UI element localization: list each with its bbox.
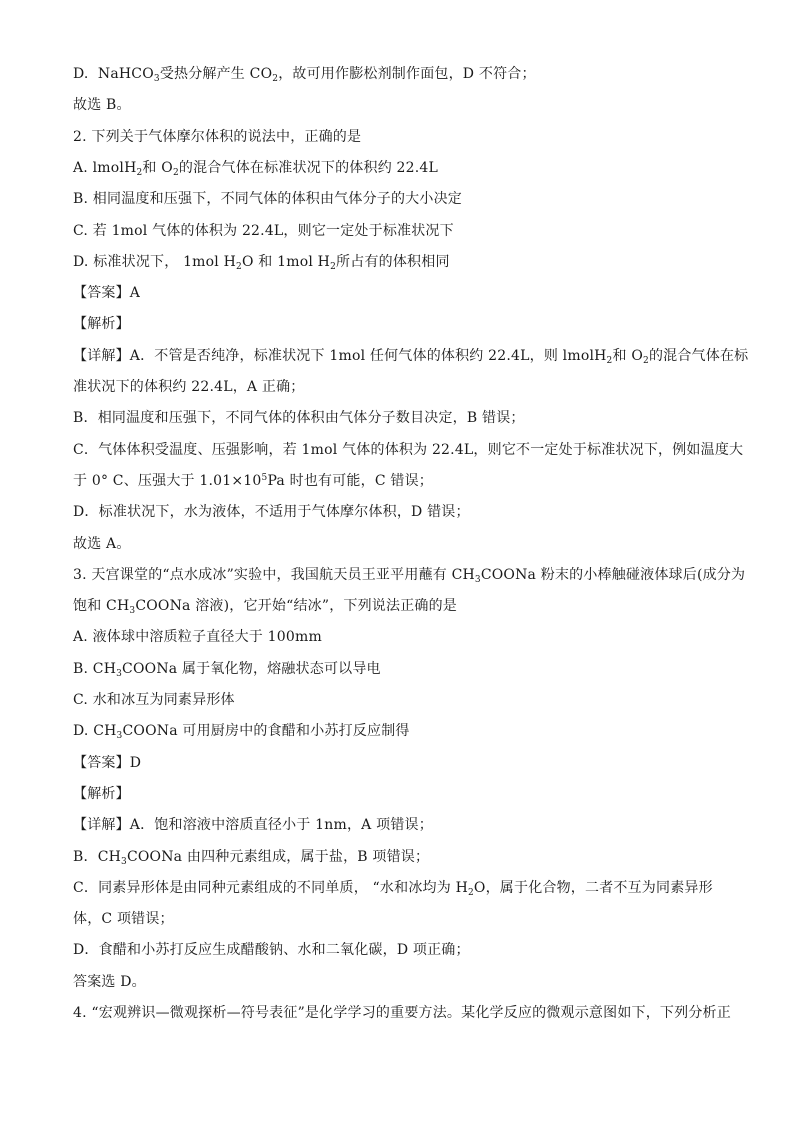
text-line [73, 377, 734, 397]
subscript: 2 [272, 74, 279, 84]
subscript: 3 [474, 575, 481, 585]
text-segment: 【解析】 [73, 316, 130, 332]
text-segment: 答案选 D。 [73, 974, 146, 990]
text-segment: A. lmolH [73, 160, 137, 176]
text-segment: COONa 由四种元素组成，属于盐，B 项错误； [126, 849, 430, 865]
subscript: 3 [121, 857, 127, 867]
text-segment: COONa 粉末的小棒触碰液体球后(成分为 [480, 567, 746, 583]
text-line [73, 596, 734, 616]
text-segment: C．同素异形体是由同种元素组成的不同单质， “水和冰均为 H [73, 880, 468, 896]
text-segment: 【解析】 [73, 786, 130, 802]
text-segment: B. 相同温度和压强下，不同气体的体积由气体分子的大小决定 [73, 191, 462, 207]
text-segment: 体，C 项错误； [73, 911, 174, 927]
text-segment: 于 0° C、压强大于 1.01×10 [73, 473, 262, 489]
text-line [73, 64, 734, 84]
text-segment: 【详解】A．饱和溶液中溶质直径小于 1nm，A 项错误； [73, 817, 433, 833]
text-segment: 【答案】D [73, 755, 142, 771]
text-segment: C．气体体积受温度、压强影响，若 1mol 气体的体积为 22.4L，则它不一定处于标准状况下，例如温度大 [73, 442, 744, 458]
text-segment: A. 液体球中溶质粒子直径大于 100mm [73, 629, 322, 645]
text-line [73, 753, 734, 773]
subscript: 2 [236, 262, 242, 272]
subscript: 2 [467, 888, 474, 898]
text-segment: 【答案】A [73, 285, 141, 301]
text-segment: ，故可用作膨松剂制作面包，D 不符合； [278, 66, 536, 82]
subscript: 3 [153, 74, 160, 84]
text-segment: D. 标准状况下， 1mol H [73, 254, 237, 270]
text-segment: B．相同温度和压强下，不同气体的体积由气体分子数目决定，B 错误； [73, 410, 525, 426]
text-segment: 和 O [612, 348, 644, 364]
subscript: 2 [643, 356, 649, 366]
text-segment: B．CH [73, 849, 122, 865]
text-line [73, 471, 734, 491]
text-segment: 所占有的体积相同 [336, 254, 450, 270]
text-segment: 准状况下的体积约 22.4L，A 正确； [73, 379, 305, 395]
text-line [73, 95, 734, 115]
text-segment: D. NaHCO [73, 66, 154, 82]
subscript: 3 [129, 606, 136, 616]
text-segment: 的混合气体在标 [648, 348, 749, 364]
text-line [73, 283, 734, 303]
text-line [73, 690, 734, 710]
text-segment: D．食醋和小苏打反应生成醋酸钠、水和二氧化碳，D 项正确； [73, 942, 470, 958]
text-segment: B. CH [73, 661, 117, 677]
subscript: 3 [116, 669, 123, 679]
text-line [73, 627, 734, 647]
text-line [73, 534, 734, 554]
text-line [73, 346, 749, 366]
subscript: 2 [172, 168, 179, 178]
subscript: 3 [116, 731, 123, 741]
text-line [73, 940, 734, 960]
text-segment: 故选 A。 [73, 536, 131, 552]
text-segment: O 和 1mol H [241, 254, 331, 270]
subscript: 2 [330, 262, 337, 272]
text-segment: O，属于化合物，二者不互为同素异形 [473, 880, 713, 896]
text-line [73, 847, 734, 867]
text-segment: D．标准状况下，水为液体，不适用于气体摩尔体积，D 错误； [73, 504, 470, 520]
subscript: 2 [606, 356, 613, 366]
text-line [73, 909, 734, 929]
text-line [73, 158, 734, 178]
superscript: 5 [261, 473, 268, 483]
text-segment: COONa 溶液)，它开始“结冰”，下列说法正确的是 [135, 598, 458, 614]
text-segment: 2. 下列关于气体摩尔体积的说法中，正确的是 [73, 129, 362, 145]
text-line [73, 408, 734, 428]
text-segment: 【详解】A．不管是否纯净，标准状况下 1mol 任何气体的体积约 22.4L，则 lmolH [73, 348, 607, 364]
text-line [73, 972, 734, 992]
subscript: 2 [136, 168, 143, 178]
text-line [73, 815, 734, 835]
text-segment: C. 水和冰互为同素异形体 [73, 692, 235, 708]
text-line [73, 314, 734, 334]
text-line [73, 784, 734, 804]
text-line [73, 1003, 734, 1023]
text-line [73, 659, 734, 679]
text-line [73, 565, 746, 585]
text-segment: 饱和 CH [73, 598, 130, 614]
text-line [73, 440, 744, 460]
text-line [73, 502, 734, 522]
text-segment: COONa 可用厨房中的食醋和小苏打反应制得 [122, 723, 410, 739]
text-segment: 3. 天宫课堂的“点水成冰”实验中，我国航天员王亚平用蘸有 CH [73, 567, 475, 583]
text-segment: 和 O [142, 160, 173, 176]
text-line [73, 252, 734, 272]
text-segment: Pa 时也有可能，C 错误； [267, 473, 433, 489]
text-segment: C. 若 1mol 气体的体积为 22.4L，则它一定处于标准状况下 [73, 223, 454, 239]
text-segment: 受热分解产生 CO [159, 66, 273, 82]
text-line [73, 721, 734, 741]
text-segment: 的混合气体在标准状况下的体积约 22.4L [178, 160, 439, 176]
text-segment: 4. “宏观辨识—微观探析—符号表征”是化学学习的重要方法。某化学反应的微观示意图如下，下列分析正 [73, 1005, 731, 1021]
text-line [73, 189, 734, 209]
text-line [73, 878, 734, 898]
text-segment: 故选 B。 [73, 97, 131, 113]
text-segment: COONa 属于氧化物，熔融状态可以导电 [122, 661, 381, 677]
text-line [73, 221, 734, 241]
text-line [73, 127, 734, 147]
text-segment: D. CH [73, 723, 117, 739]
